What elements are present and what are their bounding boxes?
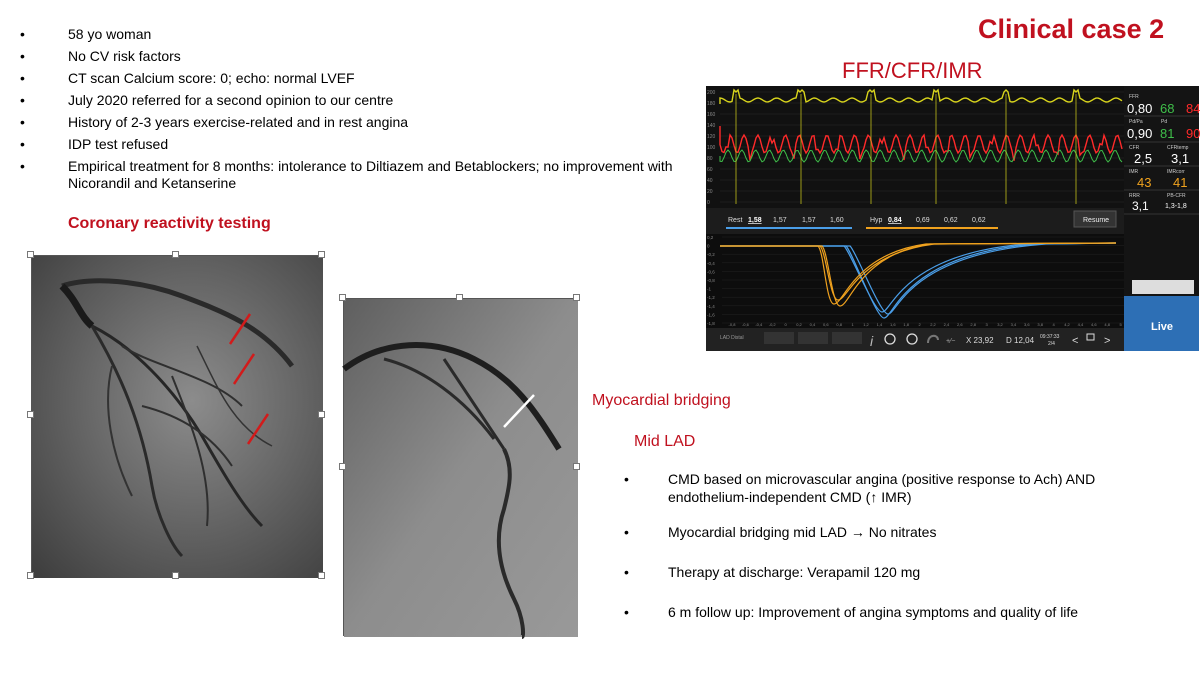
- pdpa-pd-value: 81: [1160, 126, 1175, 141]
- dropdown[interactable]: [832, 332, 862, 344]
- history-list: [20, 26, 700, 197]
- y-tick-label: -1,6: [707, 312, 715, 318]
- rest-value: 1,57: [802, 217, 816, 224]
- hyp-value: 0,62: [972, 217, 986, 224]
- y-tick-label: -0,4: [707, 260, 715, 266]
- x-readout: X 23,92: [966, 336, 994, 345]
- marker-icon[interactable]: +⁄−: [946, 338, 956, 345]
- pdpa-label: Pd/Pa: [1129, 119, 1143, 125]
- x-tick-label: 1,4: [876, 322, 883, 327]
- y-tick-label: 40: [707, 178, 713, 184]
- resize-handle[interactable]: [339, 294, 346, 301]
- y-tick-label: 0: [707, 200, 710, 206]
- x-tick-label: 0: [784, 322, 787, 327]
- x-tick-label: 3,4: [1010, 322, 1017, 327]
- x-tick-label: 4,2: [1064, 322, 1070, 327]
- y-tick-label: -1: [707, 286, 712, 292]
- resize-handle[interactable]: [172, 251, 179, 258]
- y-tick-label: -0,6: [707, 269, 715, 275]
- cfr-temp-label: CFRtemp: [1167, 145, 1189, 151]
- x-tick-label: 1: [851, 322, 854, 327]
- y-tick-label: 20: [707, 189, 713, 195]
- x-tick-label: 1,6: [890, 322, 896, 327]
- x-tick-label: 3,2: [997, 322, 1003, 327]
- expand-handle[interactable]: [1132, 280, 1194, 294]
- ffr-pd-value: 68: [1160, 101, 1175, 116]
- x-tick-label: 1,2: [863, 322, 869, 327]
- mid-lad-label: Mid LAD: [634, 433, 696, 450]
- prev-icon[interactable]: <: [1072, 335, 1079, 347]
- y-tick-label: 0: [707, 243, 710, 249]
- x-tick-label: 3,6: [1024, 322, 1030, 327]
- ffr-value: 0,80: [1127, 101, 1153, 116]
- x-tick-label: 1,8: [903, 322, 909, 327]
- cfr-value: 2,5: [1134, 151, 1153, 166]
- dropdown[interactable]: [764, 332, 794, 344]
- ffr-pa-value: 84: [1186, 101, 1200, 116]
- y-tick-label: -1,2: [707, 295, 715, 301]
- x-tick-label: 3,8: [1037, 322, 1043, 327]
- y-tick-label: 140: [707, 123, 716, 129]
- imr-value: 43: [1137, 175, 1152, 190]
- x-tick-label: -0,6: [741, 322, 749, 327]
- x-tick-label: 4: [1052, 322, 1055, 327]
- x-tick-label: 0,6: [823, 322, 829, 327]
- x-tick-label: 5: [1119, 322, 1122, 327]
- rest-value: 1,58: [748, 217, 762, 224]
- x-tick-label: 0,8: [836, 322, 842, 327]
- y-tick-label: -0,8: [707, 278, 715, 283]
- rest-label: Rest: [728, 217, 743, 224]
- x-tick-label: 2,8: [970, 322, 976, 327]
- x-tick-label: 4,8: [1104, 322, 1110, 327]
- history-item: • July 2020 referred for a second opinion to our centre: [20, 92, 700, 109]
- y-tick-label: -1,8: [707, 321, 715, 326]
- rrr-value: 3,1: [1132, 199, 1149, 213]
- x-tick-label: -0,4: [755, 322, 763, 327]
- x-tick-label: 2,6: [957, 322, 963, 327]
- pd-label: Pd: [1161, 119, 1168, 125]
- y-tick-label: 0,2: [707, 235, 714, 240]
- resume-button-label: Resume: [1083, 217, 1110, 224]
- page-readout: 2/4: [1048, 341, 1055, 347]
- resize-handle[interactable]: [318, 572, 325, 579]
- history-item: • IDP test refused: [20, 136, 700, 153]
- x-tick-label: 0,4: [809, 322, 816, 327]
- angiogram-myocardial-bridging: [343, 298, 577, 636]
- cfr-temp-value: 3,1: [1171, 151, 1190, 166]
- y-tick-label: -1,4: [707, 303, 715, 309]
- hyp-value: 0,62: [944, 217, 958, 224]
- y-tick-label: 180: [707, 101, 716, 107]
- imr-corr-label: IMRcorr: [1167, 169, 1185, 175]
- hyp-value: 0,69: [916, 217, 930, 224]
- history-item: • History of 2-3 years exercise-related and in rest angina: [20, 114, 700, 131]
- imr-label: IMR: [1129, 169, 1139, 175]
- y-tick-label: 160: [707, 112, 716, 118]
- resize-handle[interactable]: [318, 411, 325, 418]
- live-button-label: Live: [1151, 321, 1174, 333]
- y-tick-label: 200: [707, 90, 716, 96]
- d-readout: D 12,04: [1006, 336, 1035, 345]
- myocardial-bridging-label: Myocardial bridging: [592, 392, 731, 409]
- history-item: • 58 yo woman: [20, 26, 700, 43]
- x-tick-label: 2: [918, 322, 921, 327]
- x-tick-label: 4,4: [1077, 322, 1084, 327]
- pb-cfr-label: PB-CFR: [1167, 193, 1186, 199]
- dropdown[interactable]: [798, 332, 828, 344]
- x-tick-label: 4,6: [1091, 322, 1097, 327]
- rrr-label: RRR: [1129, 193, 1140, 199]
- resize-handle[interactable]: [456, 294, 463, 301]
- x-tick-label: -0,2: [768, 322, 776, 327]
- resize-handle[interactable]: [27, 251, 34, 258]
- y-tick-label: -0,2: [707, 252, 715, 258]
- resize-handle[interactable]: [27, 411, 34, 418]
- history-item: • CT scan Calcium score: 0; echo: normal LVEF: [20, 70, 700, 87]
- pdpa-pa-value: 90: [1186, 126, 1200, 141]
- resize-handle[interactable]: [339, 463, 346, 470]
- pdpa-value: 0,90: [1127, 126, 1153, 141]
- ffr-cfr-imr-title: FFR/CFR/IMR: [842, 58, 983, 83]
- vessel-label: LAD Distal: [720, 335, 744, 341]
- resize-handle[interactable]: [172, 572, 179, 579]
- hyp-value: 0,84: [888, 217, 902, 224]
- x-tick-label: 2,4: [943, 322, 950, 327]
- y-tick-label: 120: [707, 134, 716, 140]
- rest-value: 1,60: [830, 217, 844, 224]
- history-item: • Empirical treatment for 8 months: intolerance to Diltiazem and Betablockers; no improvement with Nicorandil and Ketanserine: [20, 158, 700, 192]
- cfr-label: CFR: [1129, 145, 1140, 151]
- resize-handle[interactable]: [318, 251, 325, 258]
- y-tick-label: 80: [707, 156, 713, 162]
- finding-item: • CMD based on microvascular angina (positive response to Ach) AND endothelium-independent CMD (↑ IMR): [624, 470, 1180, 506]
- resize-handle[interactable]: [27, 572, 34, 579]
- finding-item: • Myocardial bridging mid LAD → No nitrates: [624, 523, 1180, 541]
- history-item: • No CV risk factors: [20, 48, 700, 65]
- hyp-label: Hyp: [870, 217, 883, 224]
- rest-value: 1,57: [773, 217, 787, 224]
- findings-list: [624, 470, 1180, 621]
- slide-title: Clinical case 2: [978, 14, 1165, 44]
- time-readout: 09:37:33: [1040, 334, 1060, 340]
- resize-handle[interactable]: [573, 463, 580, 470]
- x-tick-label: 0,2: [796, 322, 802, 327]
- resize-handle[interactable]: [573, 294, 580, 301]
- pb-cfr-value: 1,3-1,8: [1165, 203, 1187, 210]
- info-icon[interactable]: i: [870, 333, 874, 349]
- angiogram-left-coronary: [31, 255, 322, 577]
- coronary-reactivity-label: Coronary reactivity testing: [68, 215, 271, 232]
- finding-item: • 6 m follow up: Improvement of angina symptoms and quality of life: [624, 603, 1180, 621]
- y-tick-label: 60: [707, 167, 713, 173]
- ffr-label: FFR: [1129, 94, 1139, 100]
- x-tick-label: 3: [985, 322, 988, 327]
- y-tick-label: 100: [707, 145, 716, 151]
- finding-item: • Therapy at discharge: Verapamil 120 mg: [624, 563, 1180, 581]
- x-tick-label: 2,2: [930, 322, 936, 327]
- ffr-monitor: [706, 86, 1199, 351]
- imr-corr-value: 41: [1173, 175, 1188, 190]
- x-tick-label: -0,8: [728, 322, 736, 327]
- next-icon[interactable]: >: [1104, 335, 1111, 347]
